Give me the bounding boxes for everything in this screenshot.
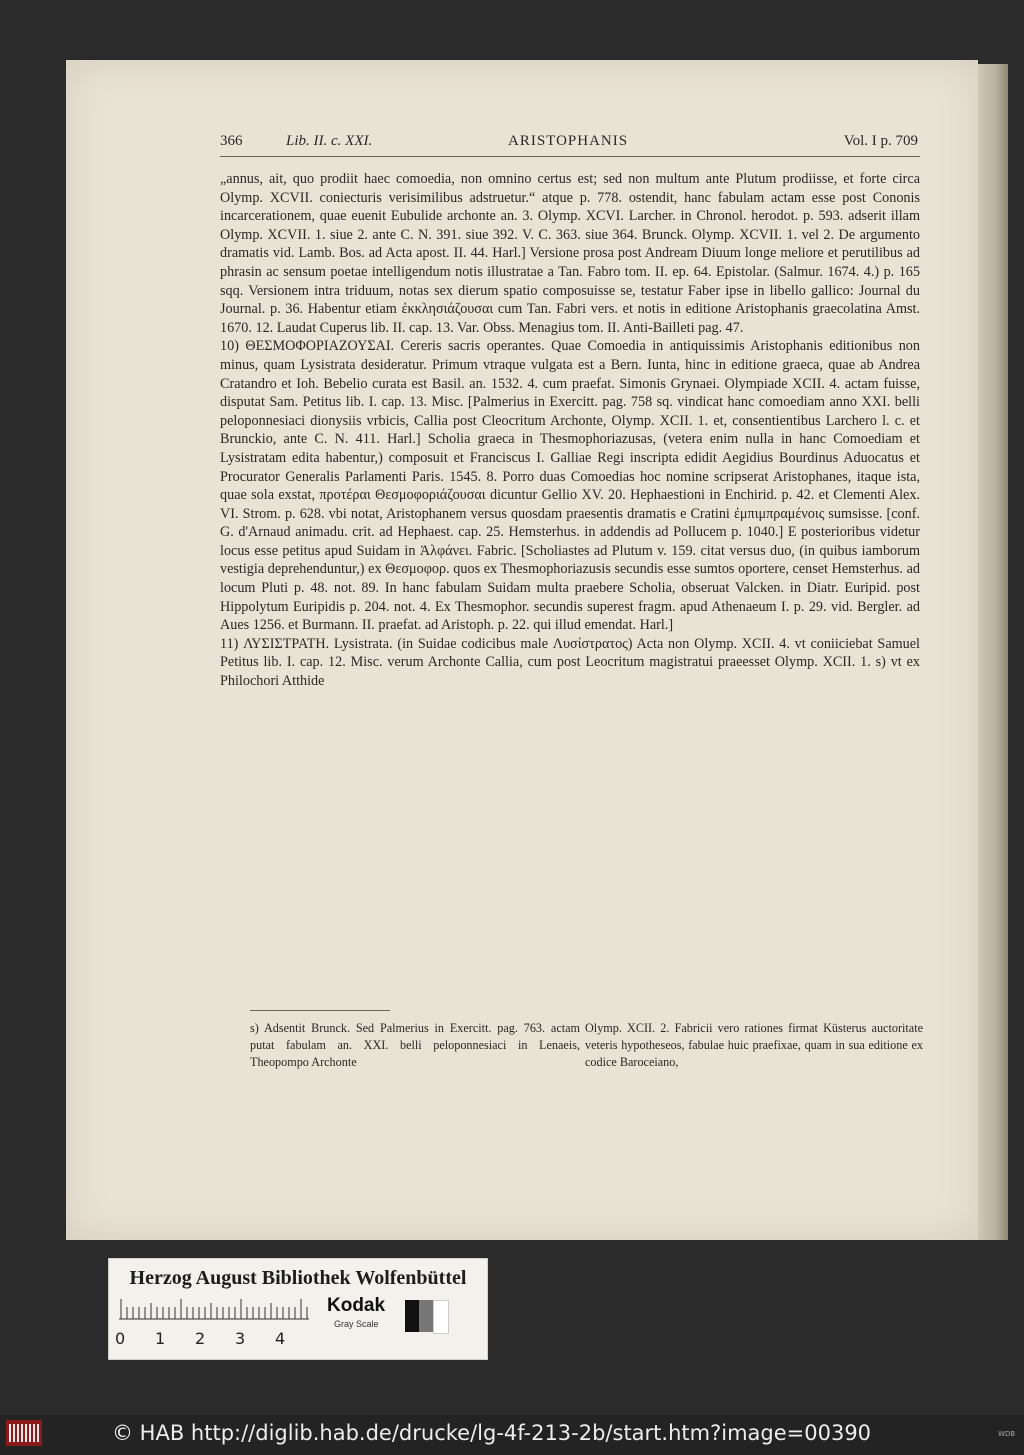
scale-number: 0: [115, 1329, 126, 1348]
copyright-url[interactable]: © HAB http://diglib.hab.de/drucke/lg-4f-213-2b/start.htm?image=00390: [112, 1421, 872, 1445]
scale-number: 1: [155, 1329, 166, 1348]
footnote-rule: [250, 1010, 390, 1011]
running-header: [220, 133, 920, 155]
gray-patch-mid: [419, 1300, 433, 1332]
gray-patch-black: [405, 1300, 419, 1332]
scale-number: 4: [275, 1329, 286, 1348]
footnote-left: s) Adsentit Brunck. Sed Palmerius in Exercitt. pag. 763. actam putat fabulam an. XXI. belli peloponnesiaci in Lenaeis, Theopompo Archonte: [250, 1021, 580, 1069]
main-text: „annus, ait, quo prodiit haec comoedia, non omnino certus est; sed non multum ante Plutum prodiisse, et forte circa Olymp. XCVII. coniecturis verisimilibus adstruetur.“ atque p. 778. ostendit, hanc fabulam actam esse post Cononis incarcerationem, quae euenit Eubulide archonte an. 3. Olymp. XCVI. Larcher. in Chronol. herodot. p. 593. adserit illam Olymp. XCVII. 1. siue 2. ante C. N. 391. siue 392. V. C. 363. siue 364. Brunck. Olymp. XCVII. 1. vel 2. De argumento dramatis vid. Lamb. Bos. ad Acta apost. II. 44. Harl.] Versione prosa post Andream Diuum longe meliore et perutilibus ad phrasin ac sensum poetae intelligendum notis illustratae a Tan. Fabro tom. II. ep. 64. Epistolar. (Salmur. 1674. 4.) p. 165 sqq. Versionem intra triduum, notas sex dierum spatio composuisse se, testatur Faber ipse in libello gallico: Journal du Journal. p. 36. Habentur etiam ἐκκλησιάζουσαι cum Tan. Fabri vers. et notis in editione Aristophanis graecolatina Amst. 1670. 12. Laudat Cuperus lib. II. cap. 13. Var. Obss. Menagius tom. II. Anti-Bailleti pag. 47. 10) ΘΕΣΜΟΦΟΡΙΑΖΟΥΣΑΙ. Cereris sacris operantes. Quae Comoedia in antiquissimis Aristophanis editionibus non minus, quam Lysistrata desideratur. Primum vtraque vulgata est a Bern. Iunta, hinc in editione graeca, quae ab Andrea Cratandro et Ioh. Bebelio curata est Basil. an. 1532. 4. cum praefat. Simonis Grynaei. Olympiade XCII. 4. actam fuisse, disputat Sam. Petitus lib. I. cap. 13. Misc. [Palmerius in Exercitt. pag. 758 sq. vindicat hanc comoediam anno XXI. belli peloponnesiaci dionysiis vrbicis, Callia post Cleocritum Archonte, Olymp. XCII. 1. et, consentientibus Larchero l. c. et Brunckio, ante C. N. 411. Harl.] Scholia graeca in Thesmophoriazusas, (vetera enim nulla in hanc Comoediam et Lysistratam edita habentur,) composuit et Franciscus I. Galliae Regi inscripta edidit Aegidius Bourdinus Aduocatus et Procurator Generalis Parlamenti Paris. 1545. 8. Porro duas Comoedias hoc nomine scripserat Aristophanes, itaque ista, quae sola exstat, προτέραι Θεσμοφοριάζουσαι dicuntur Gellio XV. 20. Hephaestioni in Enchirid. p. 42. et Clementi Alex. VI. Strom. p. 628. vbi notat, Aristophanem versus quosdam praesentis dramatis e Cratini ἐμπιμπραμένοις sumsisse. [conf. G. d'Arnaud animadu. crit. ad Hephaest. cap. 25. Hemsterhus. in addendis ad Pollucem p. 1040.] E posterioribus videtur locus esse petitus apud Suidam in Ἀλφάνει. Fabric. [Scholiastes ad Plutum v. 159. citat versus duo, (in quibus iamborum vestigia deprehenduntur,) ex Θεσμοφορ. quos ex Thesmophoriazusis secundis esse sumtos oportere, censet Hemsterhus. ad locum Pluti p. 48. not. 89. In hanc fabulam Suidam multa praebere Scholia, obseruat Valcken. in Diatr. Euripid. post Hippolytum Euripidis p. 204. not. 4. Ex Thesmophor. secundis superest fragm. apud Athenaeum I. p. 29. vid. Bergler. ad Aues 1256. et Burmann. II. praefat. ad Aristoph. p. 22. qui illud emendat. Harl.] 11) ΛΥΣΙΣΤΡΑΤΗ. Lysistrata. (in Suidae codicibus male Λυσίστρατος) Acta non Olymp. XCII. 4. vt coniiciebat Samuel Petitus lib. I. cap. 12. Misc. verum Archonte Callia, cum post Leocritum magistratui praeesset Olymp. XCII. 1. s) vt ex Philochori Atthide: [220, 171, 920, 690]
kodak-logo: Kodak: [327, 1295, 386, 1316]
header-rule: [220, 156, 920, 157]
library-name: Herzog August Bibliothek Wolfenbüttel: [129, 1267, 467, 1289]
page-edge: [978, 64, 1008, 1240]
footnote-right: Olymp. XCII. 2. Fabricii vero rationes firmat Küsterus auctoritate veteris hypotheseos, fabulae huic praefixae, quam in sua editione ex codice Baroceiano,: [585, 1021, 923, 1069]
chapter-reference: Lib. II. c. XXI.: [286, 133, 373, 149]
scale-number: 3: [235, 1329, 246, 1348]
hab-logo-icon: [6, 1420, 42, 1446]
library-label-card: [108, 1258, 488, 1360]
page-number: 366: [220, 133, 243, 149]
footer-id: WDB: [998, 1430, 1016, 1438]
running-title: ARISTOPHANIS: [508, 133, 629, 149]
gray-patch-white: [433, 1300, 449, 1334]
volume-reference: Vol. I p. 709: [843, 133, 918, 149]
ruler-scale: [119, 1299, 319, 1321]
gray-scale-text: Gray Scale: [334, 1319, 379, 1329]
scale-number: 2: [195, 1329, 206, 1348]
